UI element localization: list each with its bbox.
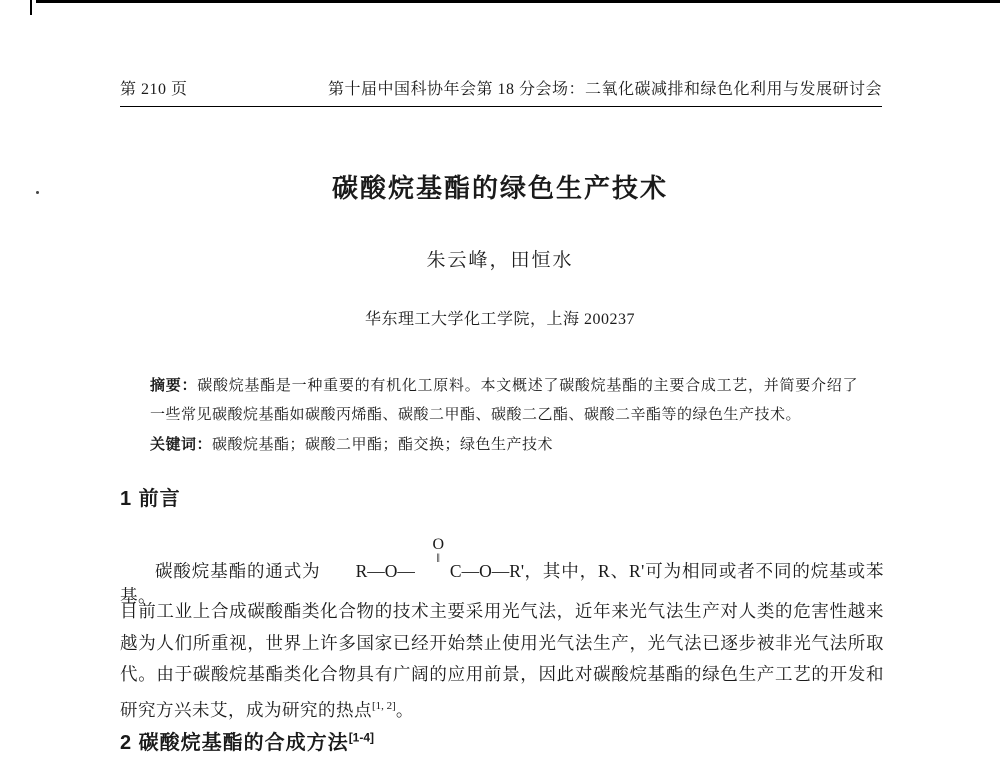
formula-oxygen-atom: O: [432, 535, 445, 553]
intro-text-after: ，其中，R、R'可为相同或者不同的烷基或苯基。: [120, 561, 884, 606]
running-header: [120, 76, 882, 107]
conference-title: 第十届中国科协年会第 18 分会场：二氧化碳减排和绿色化利用与发展研讨会: [327, 81, 882, 98]
carbonate-formula: [321, 535, 525, 582]
paper-title: 碳酸烷基酯的绿色生产技术: [331, 173, 668, 203]
affiliation: 华东理工大学化工学院，上海 200237: [364, 311, 635, 328]
scan-artifact-top-edge: [36, 0, 1000, 3]
page-number: 第 210 页: [120, 81, 188, 98]
section-1-heading: 1 前言: [120, 488, 181, 510]
abstract-block: [150, 371, 858, 460]
citation-reference: [1, 2]: [372, 699, 396, 712]
scan-artifact-left-tick: [30, 0, 32, 15]
section-2-heading: [120, 726, 374, 755]
formula-carbonyl-group: [432, 535, 445, 565]
formula-carbon-stack: [415, 535, 462, 582]
formula-left-chain: R—O—: [355, 561, 415, 581]
abstract-label: 摘要：: [150, 377, 198, 394]
body-paragraph: [120, 596, 884, 726]
intro-text-before: 碳酸烷基酯的通式为: [155, 561, 321, 581]
abstract-paragraph: [150, 371, 858, 430]
formula-right-chain: —O—R': [461, 561, 525, 581]
abstract-text: 碳酸烷基酯是一种重要的有机化工原料。本文概述了碳酸烷基酯的主要合成工艺，并简要介绍了一些常见碳酸烷基酯如碳酸丙烯酯、碳酸二甲酯、碳酸二乙酯、碳酸二辛酯等的绿色生产技术。: [150, 378, 858, 423]
body-period: 。: [395, 699, 414, 720]
section-2-title-text: 2 碳酸烷基酯的合成方法: [120, 732, 349, 754]
keywords-text: 碳酸烷基酯；碳酸二甲酯；酯交换；绿色生产技术: [212, 437, 554, 453]
authors: 朱云峰，田恒水: [426, 250, 574, 271]
body-text: 目前工业上合成碳酸酯类化合物的技术主要采用光气法，近年来光气法生产对人类的危害性越来越为人们所重视，世界上许多国家已经开始禁止使用光气法生产，光气法已逐步被非光气法所取代。由于碳酸烷基酯类化合物具有广阔的应用前景，因此对碳酸烷基酯的绿色生产工艺的开发和研究方兴未艾，成为研究的热点: [120, 601, 884, 720]
section-2-citation: [1-4]: [348, 730, 375, 745]
formula-carbon-atom: C: [449, 561, 462, 581]
keywords-label: 关键词：: [150, 436, 213, 453]
double-bond-icon: ‖: [436, 549, 441, 565]
keywords-line: [150, 430, 858, 460]
